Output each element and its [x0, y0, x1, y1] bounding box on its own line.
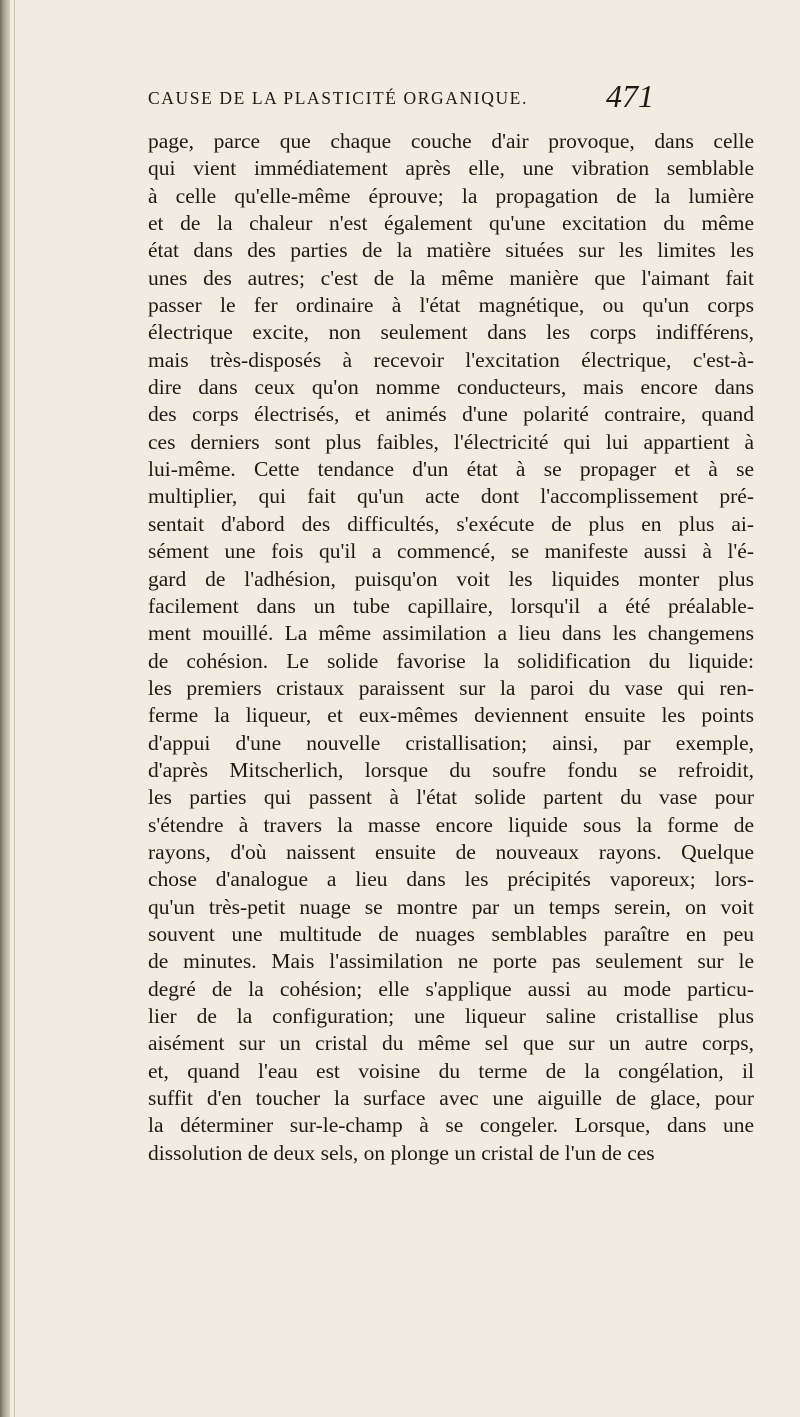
text-line: et, quand l'eau est voisine du terme de la congélation, il [148, 1058, 754, 1083]
text-line: des corps électrisés, et animés d'une polarité contraire, quand [148, 402, 754, 427]
book-spine-shadow [0, 0, 10, 1417]
text-line: lui-même. Cette tendance d'un état à se propager et à se [148, 457, 754, 482]
text-line: mais très-disposés à recevoir l'excitation électrique, c'est-à- [148, 347, 754, 372]
text-line: d'appui d'une nouvelle cristallisation; ainsi, par exemple, [148, 730, 754, 755]
text-line: rayons, d'où naissent ensuite de nouveaux rayons. Quelque [148, 839, 754, 864]
text-line: lier de la configuration; une liqueur saline cristallise plus [148, 1004, 754, 1028]
text-line: qui vient immédiatement après elle, une vibration semblable [148, 156, 754, 181]
text-line: suffit d'en toucher la surface avec une aiguille de glace, pour [148, 1086, 754, 1111]
text-line: qu'un très-petit nuage se montre par un temps serein, on voit [148, 894, 754, 919]
text-line: passer le fer ordinaire à l'état magnétique, ou qu'un corps [148, 293, 754, 318]
text-line: ment mouillé. La même assimilation a lieu dans les changemens [148, 621, 754, 646]
text-line: chose d'analogue a lieu dans les précipités vaporeux; lors- [148, 867, 754, 892]
text-line: souvent une multitude de nuages semblables paraître en peu [148, 921, 754, 946]
text-line: ces derniers sont plus faibles, l'électricité qui lui appartient à [148, 429, 754, 454]
text-line: facilement dans un tube capillaire, lorsqu'il a été préalable- [148, 593, 754, 618]
text-line: sentait d'abord des difficultés, s'exécute de plus en plus ai- [148, 511, 754, 536]
text-line: de cohésion. Le solide favorise la solidification du liquide: [148, 648, 754, 673]
text-line: sément une fois qu'il a commencé, se manifeste aussi à l'é- [148, 539, 754, 564]
text-line: état dans des parties de la matière situées sur les limites les [148, 238, 754, 263]
text-line: s'étendre à travers la masse encore liquide sous la forme de [148, 812, 754, 837]
text-line: multiplier, qui fait qu'un acte dont l'accomplissement pré- [148, 484, 754, 509]
text-line: les premiers cristaux paraissent sur la paroi du vase qui ren- [148, 675, 754, 700]
text-line: aisément sur un cristal du même sel que sur un autre corps, [148, 1031, 754, 1056]
text-line: et de la chaleur n'est également qu'une excitation du même [148, 211, 754, 236]
page-edge-line [14, 0, 15, 1417]
text-line: dissolution de deux sels, on plonge un cristal de l'un de ces [148, 1140, 655, 1165]
text-line: la déterminer sur-le-champ à se congeler. Lorsque, dans une [148, 1113, 754, 1138]
text-line: à celle qu'elle-même éprouve; la propagation de la lumière [148, 183, 754, 208]
text-line: de minutes. Mais l'assimilation ne porte pas seulement sur le [148, 949, 754, 974]
text-line: ferme la liqueur, et eux-mêmes deviennent ensuite les points [148, 703, 754, 728]
running-head [148, 78, 688, 118]
page-number: 471 [606, 78, 654, 114]
text-line: d'après Mitscherlich, lorsque du soufre fondu se refroidit, [148, 757, 754, 782]
text-line: page, parce que chaque couche d'air provoque, dans celle [148, 129, 754, 153]
text-line: gard de l'adhésion, puisqu'on voit les liquides monter plus [148, 566, 754, 591]
text-line: unes des autres; c'est de la même manière que l'aimant fait [148, 265, 754, 290]
text-line: les parties qui passent à l'état solide partent du vase pour [148, 785, 754, 810]
text-line: dire dans ceux qu'on nomme conducteurs, mais encore dans [148, 375, 754, 400]
text-line: électrique excite, non seulement dans les corps indifférens, [148, 320, 754, 345]
running-head-title: CAUSE DE LA PLASTICITÉ ORGANIQUE. [148, 88, 528, 108]
body-text [148, 128, 754, 1167]
text-line: degré de la cohésion; elle s'applique aussi au mode particu- [148, 976, 754, 1001]
